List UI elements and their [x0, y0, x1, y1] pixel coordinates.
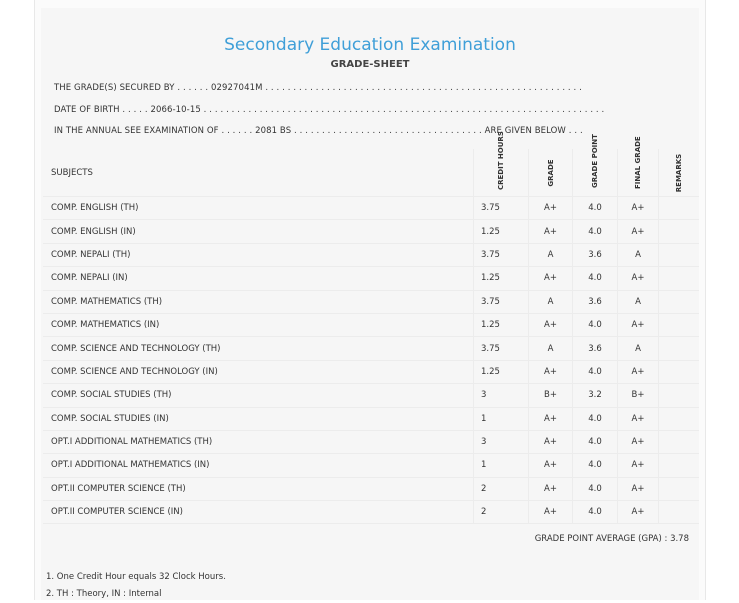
- secured-by-dots: . . . . . . . . . . . . . . . . . . . . . . . . . . . . . . . . . . . . . . . . . . . . . . . . . . . . . . . . .: [265, 83, 582, 93]
- grade-cell: A+: [529, 430, 573, 453]
- remarks-cell: [659, 477, 700, 500]
- subject-cell: COMP. NEPALI (IN): [43, 267, 474, 290]
- credit-hours-cell: 1.25: [474, 267, 529, 290]
- final-grade-cell: A+: [618, 477, 659, 500]
- table-row: [43, 290, 699, 313]
- final-grade-cell: A+: [618, 267, 659, 290]
- remarks-cell: [659, 313, 700, 336]
- footnote-2: 2. TH : Theory, IN : Internal: [46, 589, 162, 599]
- final-grade-cell: A: [618, 337, 659, 360]
- dob-value: 2066-10-15: [150, 105, 201, 115]
- credit-hours-cell: 3.75: [474, 197, 529, 220]
- final-grade-cell: A: [618, 243, 659, 266]
- final-grade-cell: A+: [618, 430, 659, 453]
- grade-point-cell: 4.0: [573, 313, 618, 336]
- header-final-grade: FINAL GRADE: [618, 149, 659, 197]
- remarks-cell: [659, 290, 700, 313]
- subject-cell: COMP. ENGLISH (IN): [43, 220, 474, 243]
- dob-line: [54, 105, 604, 115]
- exam-dots: . . . . . . . . . . . . . . . . . . . . . . . . . . . . . . . . . .: [294, 126, 482, 136]
- grade-point-cell: 3.6: [573, 290, 618, 313]
- subject-cell: OPT.I ADDITIONAL MATHEMATICS (TH): [43, 430, 474, 453]
- page-frame: [34, 0, 706, 600]
- table-header-row: [43, 149, 699, 197]
- dob-dots: . . . . . . . . . . . . . . . . . . . . . . . . . . . . . . . . . . . . . . . . . . . . . . . . . . . . . . . . . . . . . . . . . . . . . . . .: [203, 105, 605, 115]
- grade-point-cell: 4.0: [573, 267, 618, 290]
- credit-hours-cell: 1.25: [474, 313, 529, 336]
- grade-point-cell: 4.0: [573, 501, 618, 524]
- credit-hours-cell: 3.75: [474, 243, 529, 266]
- remarks-cell: [659, 337, 700, 360]
- remarks-cell: [659, 407, 700, 430]
- header-grade: GRADE: [529, 149, 573, 197]
- subject-cell: COMP. SOCIAL STUDIES (TH): [43, 384, 474, 407]
- table-row: [43, 197, 699, 220]
- subject-cell: COMP. MATHEMATICS (TH): [43, 290, 474, 313]
- remarks-cell: [659, 267, 700, 290]
- grade-cell: A: [529, 243, 573, 266]
- table-row: [43, 501, 699, 524]
- final-grade-cell: B+: [618, 384, 659, 407]
- grade-point-cell: 4.0: [573, 407, 618, 430]
- table-row: [43, 430, 699, 453]
- subject-cell: COMP. SCIENCE AND TECHNOLOGY (IN): [43, 360, 474, 383]
- credit-hours-cell: 3: [474, 384, 529, 407]
- grade-cell: A+: [529, 454, 573, 477]
- credit-hours-cell: 2: [474, 501, 529, 524]
- exam-title: Secondary Education Examination: [224, 35, 516, 55]
- subject-cell: OPT.I ADDITIONAL MATHEMATICS (IN): [43, 454, 474, 477]
- grade-cell: A: [529, 337, 573, 360]
- secured-by-line: [54, 83, 582, 93]
- remarks-cell: [659, 197, 700, 220]
- subject-cell: COMP. MATHEMATICS (IN): [43, 313, 474, 336]
- dob-label: DATE OF BIRTH . . . . .: [54, 105, 148, 115]
- table-row: [43, 360, 699, 383]
- grade-point-cell: 4.0: [573, 197, 618, 220]
- credit-hours-cell: 1: [474, 454, 529, 477]
- table-row: [43, 337, 699, 360]
- table-row: [43, 267, 699, 290]
- gpa-summary: GRADE POINT AVERAGE (GPA) : 3.78: [534, 534, 689, 544]
- final-grade-cell: A+: [618, 313, 659, 336]
- header-remarks: REMARKS: [659, 149, 700, 197]
- grade-cell: A+: [529, 220, 573, 243]
- grade-cell: B+: [529, 384, 573, 407]
- credit-hours-cell: 1.25: [474, 220, 529, 243]
- remarks-cell: [659, 501, 700, 524]
- header-credit-hours: CREDIT HOURS: [474, 149, 529, 197]
- table-row: [43, 407, 699, 430]
- table-row: [43, 384, 699, 407]
- remarks-cell: [659, 220, 700, 243]
- table-row: [43, 454, 699, 477]
- table-row: [43, 477, 699, 500]
- grade-cell: A+: [529, 197, 573, 220]
- final-grade-cell: A+: [618, 407, 659, 430]
- table-row: [43, 220, 699, 243]
- credit-hours-cell: 3.75: [474, 337, 529, 360]
- credit-hours-cell: 1.25: [474, 360, 529, 383]
- final-grade-cell: A+: [618, 360, 659, 383]
- secured-by-label: THE GRADE(S) SECURED BY . . . . . .: [54, 83, 209, 93]
- grade-cell: A+: [529, 360, 573, 383]
- table-row: [43, 243, 699, 266]
- credit-hours-cell: 3: [474, 430, 529, 453]
- exam-suffix: ARE GIVEN BELOW . . .: [484, 126, 583, 136]
- credit-hours-cell: 1: [474, 407, 529, 430]
- grade-point-cell: 4.0: [573, 220, 618, 243]
- subject-cell: OPT.II COMPUTER SCIENCE (IN): [43, 501, 474, 524]
- subject-cell: OPT.II COMPUTER SCIENCE (TH): [43, 477, 474, 500]
- credit-hours-cell: 3.75: [474, 290, 529, 313]
- credit-hours-cell: 2: [474, 477, 529, 500]
- footnote-1: 1. One Credit Hour equals 32 Clock Hours.: [46, 572, 226, 582]
- remarks-cell: [659, 430, 700, 453]
- grade-point-cell: 3.6: [573, 243, 618, 266]
- grade-cell: A+: [529, 501, 573, 524]
- final-grade-cell: A: [618, 290, 659, 313]
- grade-point-cell: 3.6: [573, 337, 618, 360]
- exam-label: IN THE ANNUAL SEE EXAMINATION OF . . . . . .: [54, 126, 253, 136]
- grade-sheet-panel: [41, 8, 699, 600]
- final-grade-cell: A+: [618, 454, 659, 477]
- symbol-number: 02927041M: [211, 83, 263, 93]
- final-grade-cell: A+: [618, 220, 659, 243]
- remarks-cell: [659, 454, 700, 477]
- grade-cell: A+: [529, 267, 573, 290]
- grade-point-cell: 4.0: [573, 360, 618, 383]
- grade-sheet-heading: GRADE-SHEET: [330, 59, 410, 70]
- final-grade-cell: A+: [618, 197, 659, 220]
- remarks-cell: [659, 384, 700, 407]
- table-row: [43, 313, 699, 336]
- grade-cell: A+: [529, 407, 573, 430]
- grade-point-cell: 4.0: [573, 454, 618, 477]
- grade-cell: A+: [529, 313, 573, 336]
- remarks-cell: [659, 360, 700, 383]
- grade-point-cell: 4.0: [573, 430, 618, 453]
- final-grade-cell: A+: [618, 501, 659, 524]
- subject-cell: COMP. NEPALI (TH): [43, 243, 474, 266]
- subject-cell: COMP. ENGLISH (TH): [43, 197, 474, 220]
- grade-cell: A: [529, 290, 573, 313]
- footnotes: [46, 569, 226, 603]
- subject-cell: COMP. SOCIAL STUDIES (IN): [43, 407, 474, 430]
- header-grade-point: GRADE POINT: [573, 149, 618, 197]
- exam-year: 2081 BS: [255, 126, 292, 136]
- header-subjects: SUBJECTS: [43, 149, 474, 197]
- grade-cell: A+: [529, 477, 573, 500]
- subject-cell: COMP. SCIENCE AND TECHNOLOGY (TH): [43, 337, 474, 360]
- remarks-cell: [659, 243, 700, 266]
- grade-point-cell: 3.2: [573, 384, 618, 407]
- grade-point-cell: 4.0: [573, 477, 618, 500]
